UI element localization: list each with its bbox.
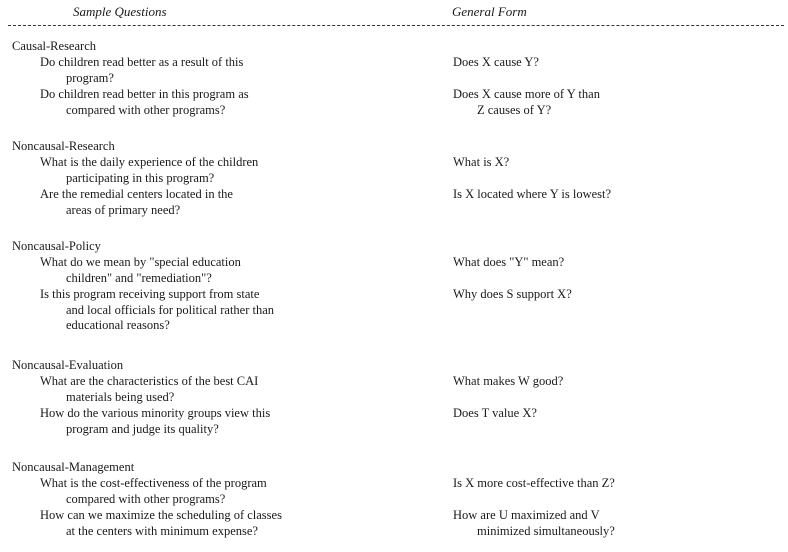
general-form [453,476,773,492]
general-form [453,55,773,71]
question-line: Do children read better as a result of this [40,55,244,69]
general-form [453,255,773,271]
sample-question [40,255,370,286]
general-form [453,155,773,171]
question-line: Are the remedial centers located in the [40,187,233,201]
form-line: Does T value X? [453,406,537,420]
question-line: Is this program receiving support from state [40,287,260,301]
question-line: Do children read better in this program as [40,87,249,101]
question-continuation: at the centers with minimum expense? [66,523,258,538]
form-line: Does X cause Y? [453,55,539,69]
question-line: How can we maximize the scheduling of classes [40,508,282,522]
header-general-form: General Form [452,4,527,19]
question-continuation: participating in this program? [66,170,215,185]
general-form [453,508,773,539]
form-line: Why does S support X? [453,287,572,301]
sample-question [40,508,370,539]
form-line: What is X? [453,155,510,169]
form-line: What does "Y" mean? [453,255,565,269]
form-continuation: Z causes of Y? [477,102,552,117]
question-continuation: and local officials for political rather than [66,302,275,317]
sample-question [40,87,370,118]
section-title: Noncausal-Evaluation [12,358,124,372]
question-continuation: program? [66,70,114,85]
general-form [453,406,773,422]
sample-question [40,155,370,186]
form-line: What makes W good? [453,374,564,388]
sample-question [40,55,370,86]
question-continuation: program and judge its quality? [66,421,219,436]
form-line: Is X located where Y is lowest? [453,187,612,201]
section-title: Causal-Research [12,39,96,53]
question-line: How do the various minority groups view this [40,406,271,420]
question-line: What are the characteristics of the best CAI [40,374,259,388]
question-line: What do we mean by "special education [40,255,241,269]
question-continuation: educational reasons? [66,318,170,332]
sample-question [40,287,370,334]
question-continuation: areas of primary need? [66,202,181,217]
general-form [453,374,773,390]
form-line: How are U maximized and V [453,508,600,522]
question-line: What is the cost-effectiveness of the program [40,476,267,490]
section-title: Noncausal-Policy [12,239,101,253]
form-line: Is X more cost-effective than Z? [453,476,615,490]
sample-question [40,187,370,218]
header-sample-questions: Sample Questions [73,4,167,19]
general-form [453,287,773,303]
sample-question [40,476,370,507]
general-form [453,87,773,118]
table-header [0,4,788,24]
header-divider [8,25,784,26]
section-title: Noncausal-Management [12,460,135,474]
question-continuation: children" and "remediation"? [66,270,212,285]
general-form [453,187,773,203]
question-line: What is the daily experience of the children [40,155,259,169]
question-continuation: materials being used? [66,389,175,404]
sample-question [40,406,370,437]
form-continuation: minimized simultaneously? [477,523,615,538]
form-line: Does X cause more of Y than [453,87,600,101]
sample-question [40,374,370,405]
question-continuation: compared with other programs? [66,491,226,506]
question-continuation: compared with other programs? [66,102,226,117]
section-title: Noncausal-Research [12,139,115,153]
